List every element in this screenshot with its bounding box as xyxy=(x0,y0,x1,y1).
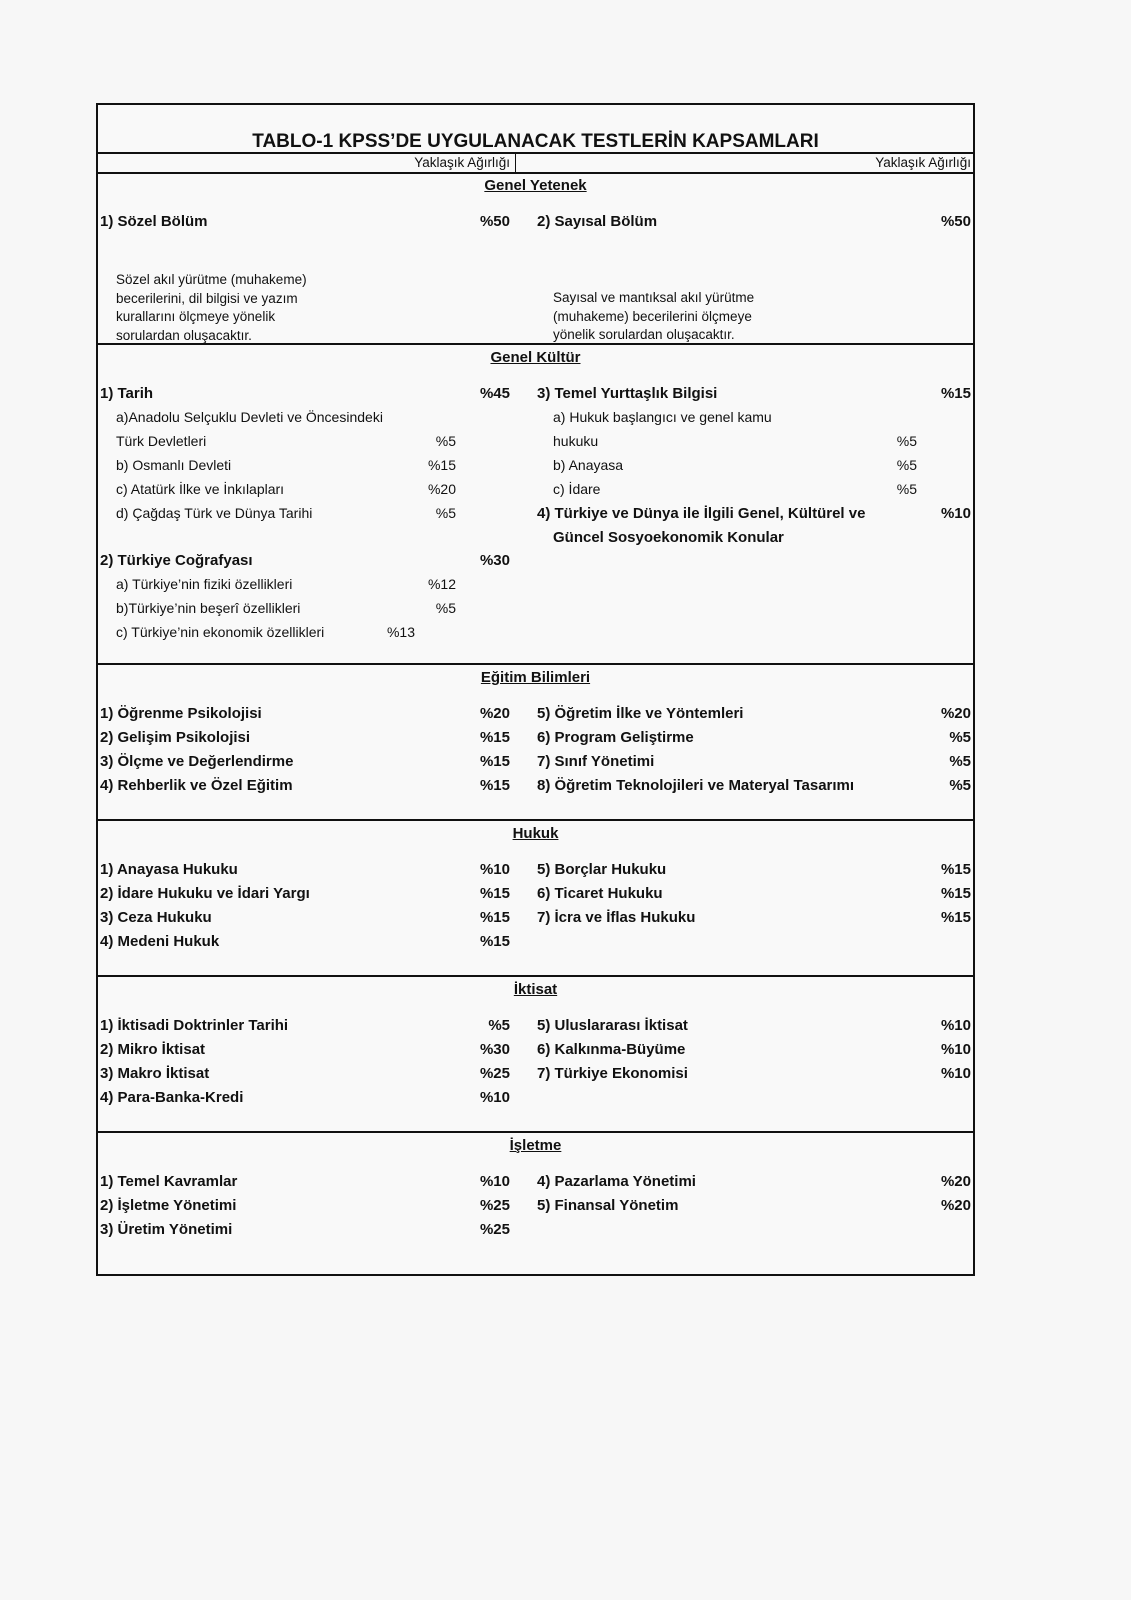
sayisal-label: 2) Sayısal Bölüm xyxy=(537,213,658,230)
table-row-pct: %10 xyxy=(479,861,510,878)
list-item: b) Anayasa xyxy=(553,457,624,473)
list-item: a) Hukuk başlangıcı ve genel kamu xyxy=(553,409,772,425)
divider xyxy=(98,819,973,821)
section-title-isletme: İşletme xyxy=(509,1137,562,1154)
tarih-pct: %45 xyxy=(479,385,510,402)
list-item: hukuku xyxy=(553,433,599,449)
list-item-pct: %5 xyxy=(435,433,456,449)
table-row-pct: %15 xyxy=(479,885,510,902)
table-row-label: 8) Öğretim Teknolojileri ve Materyal Tasarımı xyxy=(537,777,855,794)
table-row-pct: %10 xyxy=(479,1089,510,1106)
table-row-pct: %15 xyxy=(479,729,510,746)
table-row-pct: %5 xyxy=(949,753,971,770)
yurttaslik-pct: %15 xyxy=(940,385,971,402)
document-table xyxy=(96,103,975,1276)
list-item-pct: %20 xyxy=(427,481,456,497)
table-row-label: 4) Rehberlik ve Özel Eğitim xyxy=(100,777,293,794)
table-row-pct: %20 xyxy=(940,705,971,722)
table-row-pct: %15 xyxy=(479,753,510,770)
list-item: Türk Devletleri xyxy=(116,433,207,449)
table-row-pct: %15 xyxy=(479,909,510,926)
guncel-pct: %10 xyxy=(940,505,971,522)
table-row-pct: %15 xyxy=(940,861,971,878)
yurttaslik-label: 3) Temel Yurttaşlık Bilgisi xyxy=(537,385,718,402)
divider xyxy=(98,152,973,154)
list-item-pct: %15 xyxy=(427,457,456,473)
table-row-pct: %15 xyxy=(940,909,971,926)
table-row-pct: %20 xyxy=(479,705,510,722)
table-row-pct: %10 xyxy=(940,1041,971,1058)
table-row-label: 6) Ticaret Hukuku xyxy=(537,885,663,902)
table-row-label: 1) İktisadi Doktrinler Tarihi xyxy=(100,1017,289,1034)
section-title-egitim: Eğitim Bilimleri xyxy=(480,669,591,686)
cografya-label: 2) Türkiye Coğrafyası xyxy=(100,552,253,569)
table-row-label: 2) Mikro İktisat xyxy=(100,1041,206,1058)
guncel-label-line1: 4) Türkiye ve Dünya ile İlgili Genel, Kültürel ve xyxy=(537,505,866,522)
weight-header-right: Yaklaşık Ağırlığı xyxy=(875,155,971,170)
divider xyxy=(98,663,973,665)
table-row-label: 5) Borçlar Hukuku xyxy=(537,861,667,878)
table-row-label: 6) Kalkınma-Büyüme xyxy=(537,1041,686,1058)
list-item: a) Türkiye’nin fiziki özellikleri xyxy=(116,576,293,592)
list-item-pct: %5 xyxy=(896,481,917,497)
table-row-label: 1) Öğrenme Psikolojisi xyxy=(100,705,262,722)
table-row-label: 3) Makro İktisat xyxy=(100,1065,210,1082)
divider xyxy=(98,1131,973,1133)
table-row-pct: %20 xyxy=(940,1197,971,1214)
table-row-pct: %10 xyxy=(479,1173,510,1190)
table-row-label: 2) İdare Hukuku ve İdari Yargı xyxy=(100,885,310,902)
header-separator xyxy=(515,154,516,172)
list-item-pct: %5 xyxy=(896,457,917,473)
table-row-label: 3) Üretim Yönetimi xyxy=(100,1221,233,1238)
table-row-pct: %25 xyxy=(479,1221,510,1238)
table-row-pct: %5 xyxy=(949,729,971,746)
divider xyxy=(98,172,973,174)
tarih-label: 1) Tarih xyxy=(100,385,154,402)
list-item: d) Çağdaş Türk ve Dünya Tarihi xyxy=(116,505,313,521)
list-item: a)Anadolu Selçuklu Devleti ve Öncesindeki xyxy=(116,409,383,425)
table-row-label: 7) İcra ve İflas Hukuku xyxy=(537,909,696,926)
table-row-pct: %10 xyxy=(940,1017,971,1034)
list-item-pct: %5 xyxy=(435,600,456,616)
table-row-pct: %15 xyxy=(940,885,971,902)
table-row-label: 4) Medeni Hukuk xyxy=(100,933,220,950)
sayisal-pct: %50 xyxy=(940,213,971,230)
table-row-label: 3) Ceza Hukuku xyxy=(100,909,212,926)
table-row-pct: %10 xyxy=(940,1065,971,1082)
table-row-label: 1) Temel Kavramlar xyxy=(100,1173,238,1190)
table-row-label: 5) Finansal Yönetim xyxy=(537,1197,679,1214)
weight-header-left: Yaklaşık Ağırlığı xyxy=(414,155,510,170)
table-row-label: 4) Para-Banka-Kredi xyxy=(100,1089,244,1106)
table-row-pct: %20 xyxy=(940,1173,971,1190)
table-row-pct: %5 xyxy=(949,777,971,794)
list-item: c) Atatürk İlke ve İnkılapları xyxy=(116,481,285,497)
list-item: c) İdare xyxy=(553,481,601,497)
list-item-pct: %5 xyxy=(896,433,917,449)
list-item: b)Türkiye’nin beşerî özellikleri xyxy=(116,600,301,616)
table-row-label: 2) Gelişim Psikolojisi xyxy=(100,729,251,746)
table-row-label: 4) Pazarlama Yönetimi xyxy=(537,1173,696,1190)
table-row-pct: %5 xyxy=(488,1017,510,1034)
table-row-label: 5) Uluslararası İktisat xyxy=(537,1017,688,1034)
sozel-label: 1) Sözel Bölüm xyxy=(100,213,208,230)
sayisal-description: Sayısal ve mantıksal akıl yürütme (muhakeme) becerilerini ölçmeye yönelik sorulardan oluşacaktır. xyxy=(553,290,755,342)
table-row-pct: %25 xyxy=(479,1197,510,1214)
list-item: b) Osmanlı Devleti xyxy=(116,457,232,473)
table-row-label: 7) Sınıf Yönetimi xyxy=(537,753,655,770)
section-title-iktisat: İktisat xyxy=(513,981,558,998)
table-row-label: 5) Öğretim İlke ve Yöntemleri xyxy=(537,705,744,722)
sozel-description: Sözel akıl yürütme (muhakeme) becerilerini, dil bilgisi ve yazım kurallarını ölçmeye yönelik sorulardan oluşacaktır. xyxy=(116,272,307,343)
cografya-pct: %30 xyxy=(479,552,510,569)
guncel-label-line2: Güncel Sosyoekonomik Konular xyxy=(553,529,784,546)
list-item-pct: %12 xyxy=(427,576,456,592)
section-title-hukuk: Hukuk xyxy=(512,825,559,842)
table-row-label: 6) Program Geliştirme xyxy=(537,729,694,746)
list-item: c) Türkiye’nin ekonomik özellikleri xyxy=(116,624,325,640)
section-title-genel-yetenek: Genel Yetenek xyxy=(484,177,587,194)
divider xyxy=(98,975,973,977)
sozel-pct: %50 xyxy=(479,213,510,230)
section-title-genel-kultur: Genel Kültür xyxy=(490,349,581,366)
table-row-label: 1) Anayasa Hukuku xyxy=(100,861,238,878)
table-row-label: 7) Türkiye Ekonomisi xyxy=(537,1065,688,1082)
table-row-pct: %15 xyxy=(479,933,510,950)
table-row-pct: %15 xyxy=(479,777,510,794)
page-title: TABLO-1 KPSS’DE UYGULANACAK TESTLERİN KAPSAMLARI xyxy=(252,131,819,152)
table-row-label: 3) Ölçme ve Değerlendirme xyxy=(100,753,294,770)
table-row-pct: %30 xyxy=(479,1041,510,1058)
table-row-pct: %25 xyxy=(479,1065,510,1082)
table-row-label: 2) İşletme Yönetimi xyxy=(100,1197,237,1214)
divider xyxy=(98,343,973,345)
list-item-pct: %5 xyxy=(435,505,456,521)
list-item-pct: %13 xyxy=(386,624,415,640)
